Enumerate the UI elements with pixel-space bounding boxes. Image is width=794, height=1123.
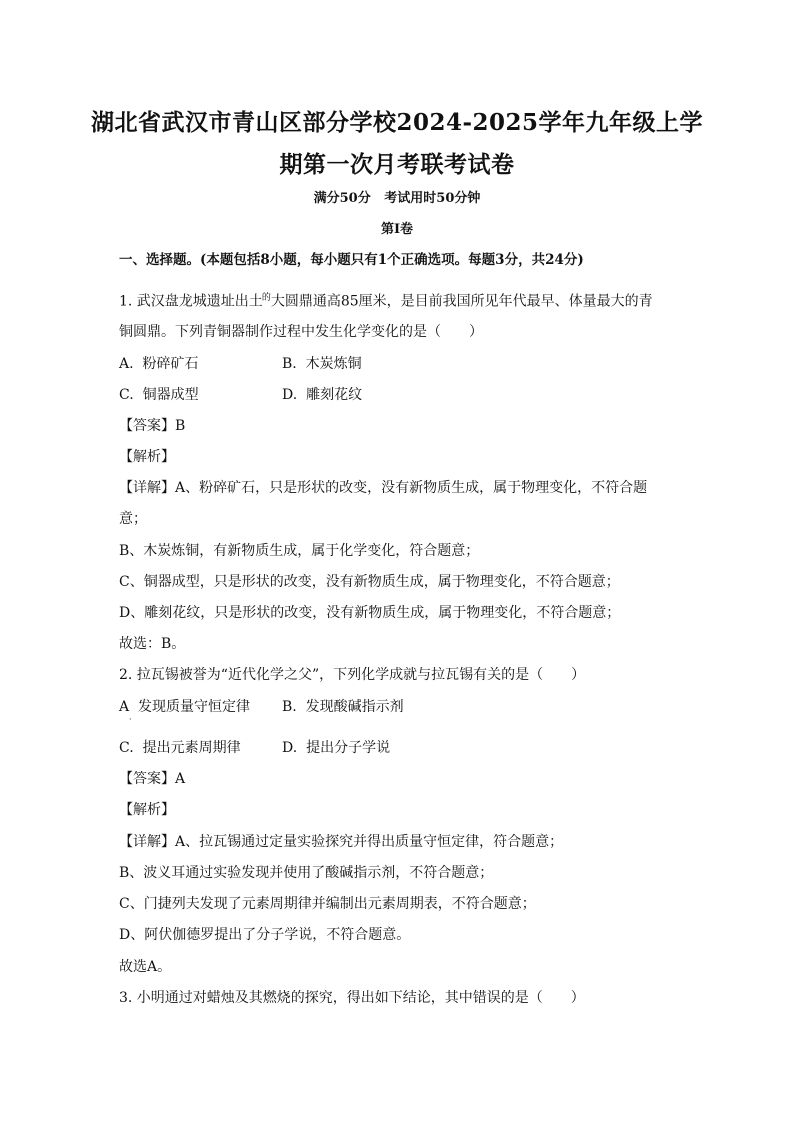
decorative-dot: · xyxy=(129,715,132,724)
q1-option-d: D. 雕刻花纹 xyxy=(282,387,363,403)
q1-detail-b: B、木炭炼铜，有新物质生成，属于化学变化，符合题意； xyxy=(119,543,480,559)
q2-option-d: D. 提出分子学说 xyxy=(282,740,391,756)
q2-option-c: C. 提出元素周期律 xyxy=(119,740,241,756)
q2-detail-d: D、阿伏伽德罗提出了分子学说，不符合题意。 xyxy=(119,927,411,943)
q1-stem-line-1 xyxy=(119,290,653,311)
q2-detail-c: C、门捷列夫发现了元素周期律并编制出元素周期表，不符合题意； xyxy=(119,896,536,912)
section-heading: 一、选择题。(本题包括8小题，每小题只有1个正确选项。每题3分，共24分) xyxy=(119,252,584,268)
exam-subtitle: 满分50分 考试用时50分钟 xyxy=(313,191,481,206)
q3-stem: 3. 小明通过对蜡烛及其燃烧的探究，得出如下结论，其中错误的是（ ） xyxy=(119,990,585,1006)
q1-option-a: A. 粉碎矿石 xyxy=(119,356,199,372)
q1-conclusion: 故选：B。 xyxy=(119,636,186,652)
q2-option-a: A 发现质量守恒定律 xyxy=(119,699,251,715)
q1-analysis: 【解析】 xyxy=(119,449,175,465)
q2-option-b: B. 发现酸碱指示剂 xyxy=(282,699,404,715)
q2-conclusion: 故选A。 xyxy=(119,959,172,975)
q1-detail-d: D、雕刻花纹，只是形状的改变，没有新物质生成，属于物理变化，不符合题意； xyxy=(119,605,621,621)
q1-detail-c: C、铜器成型，只是形状的改变，没有新物质生成，属于物理变化，不符合题意； xyxy=(119,574,620,590)
q1-stem-part-1: 1. 武汉盘龙城遗址出土 xyxy=(119,293,263,310)
q2-detail-a: 【详解】A、拉瓦锡通过定量实验探究并得出质量守恒定律，符合题意； xyxy=(119,834,564,850)
q2-analysis: 【解析】 xyxy=(119,802,175,818)
q2-detail-b: B、波义耳通过实验发现并使用了酸碱指示剂，不符合题意； xyxy=(119,865,494,881)
q1-stem-part-2: 大圆鼎通高85厘米，是目前我国所见年代最早、体量最大的青 xyxy=(270,293,653,310)
q1-stem-mark: 的 xyxy=(261,293,271,303)
q1-option-b: B. 木炭炼铜 xyxy=(282,356,362,372)
q2-answer: 【答案】A xyxy=(119,771,186,787)
volume-label: 第I卷 xyxy=(380,222,414,237)
q1-detail-line-1: 【详解】A、粉碎矿石，只是形状的改变，没有新物质生成，属于物理变化，不符合题 xyxy=(119,480,648,496)
title-line-2: 期第一次月考联考试卷 xyxy=(279,151,515,178)
q1-stem-line-2: 铜圆鼎。下列青铜器制作过程中发生化学变化的是（ ） xyxy=(119,324,483,340)
q1-option-c: C. 铜器成型 xyxy=(119,387,199,403)
title-line-1: 湖北省武汉市青山区部分学校2024-2025学年九年级上学 xyxy=(90,109,704,136)
q1-detail-line-2: 意； xyxy=(119,511,147,527)
q2-stem: 2. 拉瓦锡被誉为“近代化学之父”，下列化学成就与拉瓦锡有关的是（ ） xyxy=(119,667,586,683)
q1-answer: 【答案】B xyxy=(119,418,186,434)
